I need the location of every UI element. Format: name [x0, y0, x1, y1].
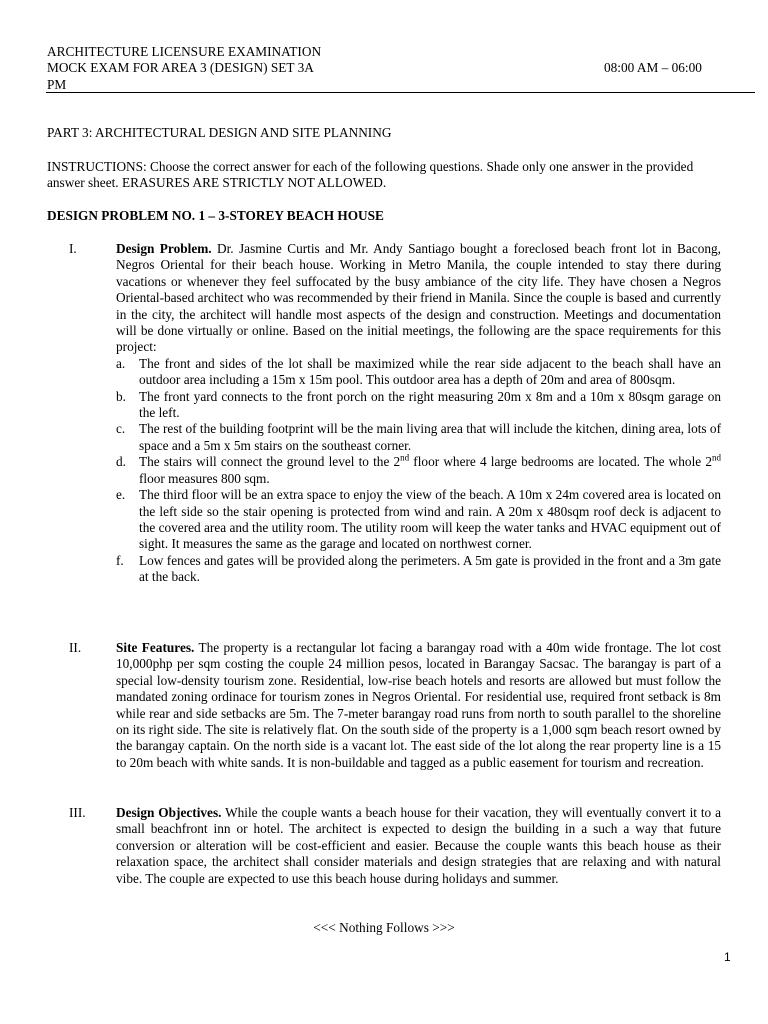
section-heading: Design Problem.	[116, 241, 212, 256]
section-numeral: II.	[69, 640, 82, 655]
list-item	[116, 487, 721, 553]
item-text: floor measures 800 sqm.	[139, 470, 270, 486]
ordinal-suffix: nd	[711, 452, 721, 463]
item-text: The third floor will be an extra space to enjoy the view of the beach. A 10m x 24m covered area is located on the left side so the stair opening is protected from wind and rain. A 20m x 480sqm roof deck is adjacent to the covered area and the utility room. The utility room will keep the water tanks and HVAC equipment out of sight. It measures the same as the garage and located on northwest corner.	[139, 487, 721, 552]
item-text: Low fences and gates will be provided along the perimeters. A 5m gate is provided in the front and a 3m gate at the back.	[139, 552, 721, 585]
item-text: The rest of the building footprint will be the main living area that will include the kitchen, dining area, lots of space and a 5m x 5m stairs on the southeast corner.	[139, 421, 721, 453]
item-letter: e.	[116, 487, 126, 503]
section-heading: Site Features.	[116, 640, 195, 655]
problem-title: DESIGN PROBLEM NO. 1 – 3-STOREY BEACH HOUSE	[47, 208, 384, 223]
item-letter: f.	[116, 552, 124, 568]
section-design-problem	[47, 241, 721, 586]
requirements-list	[116, 356, 721, 586]
exam-subtitle: MOCK EXAM FOR AREA 3 (DESIGN) SET 3A	[47, 60, 314, 76]
list-item	[116, 553, 721, 586]
exam-time: 08:00 AM – 06:00	[604, 60, 702, 75]
section-text: While the couple wants a beach house for their vacation, they will eventually convert it to a small beachfront inn or hotel. The architect is expected to design the building in a such a way that future conversion or alteration will be cost-efficient and easier. Because the couple wants this beach house as their relaxation space, the architect shall consider materials and design strategies that are relaxing and with natural vibe. The couple are expected to use this beach house during holidays and summer.	[116, 805, 721, 886]
section-paragraph	[116, 640, 721, 771]
section-site-features	[47, 640, 721, 771]
page-number: 1	[724, 950, 731, 964]
document-header	[47, 44, 712, 93]
instructions: INSTRUCTIONS: Choose the correct answer for each of the following questions. Shade only one answer in the provided answer sheet. ERASURES ARE STRICTLY NOT ALLOWED.	[47, 159, 694, 191]
item-text: floor where 4 large bedrooms are located. The whole 2	[409, 454, 712, 470]
list-item	[116, 454, 721, 487]
section-numeral: I.	[69, 241, 77, 256]
section-numeral: III.	[69, 805, 86, 820]
nothing-follows-note: <<< Nothing Follows >>>	[313, 920, 455, 935]
item-letter: b.	[116, 388, 126, 404]
header-rule	[46, 92, 755, 93]
section-text: The property is a rectangular lot facing a barangay road with a 40m wide frontage. The lot cost 10,000php per sqm costing the couple 24 million pesos, located in Barangay Sacsac. The barangay is part of a special low-density tourism zone. Residential, low-rise beach hotels and resorts are allowed but must follow the mandated zoning ordinace for tourism zones in Negros Oriental. For residential use, required front setback is 8m while rear and side setbacks are 5m. The 7-meter barangay road runs from north to south parallel to the shoreline on its right side. The site is relatively flat. On the south side of the property is a 1,000 sqm beach resort owned by the barangay captain. On the north side is a vacant lot. The east side of the lot along the rear property line is a 15 to 20m beach with white sands. It is non-buildable and tagged as a public easement for tourism and recreation.	[116, 640, 721, 770]
item-letter: a.	[116, 355, 126, 371]
exam-time-continued: PM	[47, 76, 67, 92]
section-design-objectives	[47, 805, 721, 887]
list-item	[116, 356, 721, 389]
item-text: The front yard connects to the front porch on the right measuring 20m x 8m and a 10m x 80sqm garage on the left.	[139, 388, 721, 421]
item-text: The front and sides of the lot shall be maximized while the rear side adjacent to the beach shall have an outdoor area including a 15m x 15m pool. This outdoor area has a depth of 20m and area of 800sqm.	[139, 355, 721, 388]
section-heading: Design Objectives.	[116, 805, 222, 820]
section-text: Dr. Jasmine Curtis and Mr. Andy Santiago bought a foreclosed beach front lot in Bacong, Negros Oriental for their beach house. Working in Metro Manila, the couple intended to stay there during vacations or whenever they feel suffocated by the busy ambiance of the city life. They have chosen a Negros Oriental-based architect who was recommended by their friend in Manila. Since the couple is based and currently in the city, the architect will handle most aspects of the design and construction. Meetings and documentation will be done virtually or online. Based on the initial meetings, the following are the space requirements for this project:	[116, 241, 721, 355]
part-title: PART 3: ARCHITECTURAL DESIGN AND SITE PLANNING	[47, 125, 392, 140]
item-letter: d.	[116, 454, 126, 470]
section-paragraph	[116, 241, 721, 356]
section-paragraph	[116, 805, 721, 887]
ordinal-suffix: nd	[400, 452, 410, 463]
list-item	[116, 421, 721, 454]
list-item	[116, 389, 721, 422]
item-letter: c.	[116, 421, 126, 437]
item-text: The stairs will connect the ground level to the 2	[139, 454, 401, 470]
exam-title: ARCHITECTURE LICENSURE EXAMINATION	[47, 44, 322, 59]
